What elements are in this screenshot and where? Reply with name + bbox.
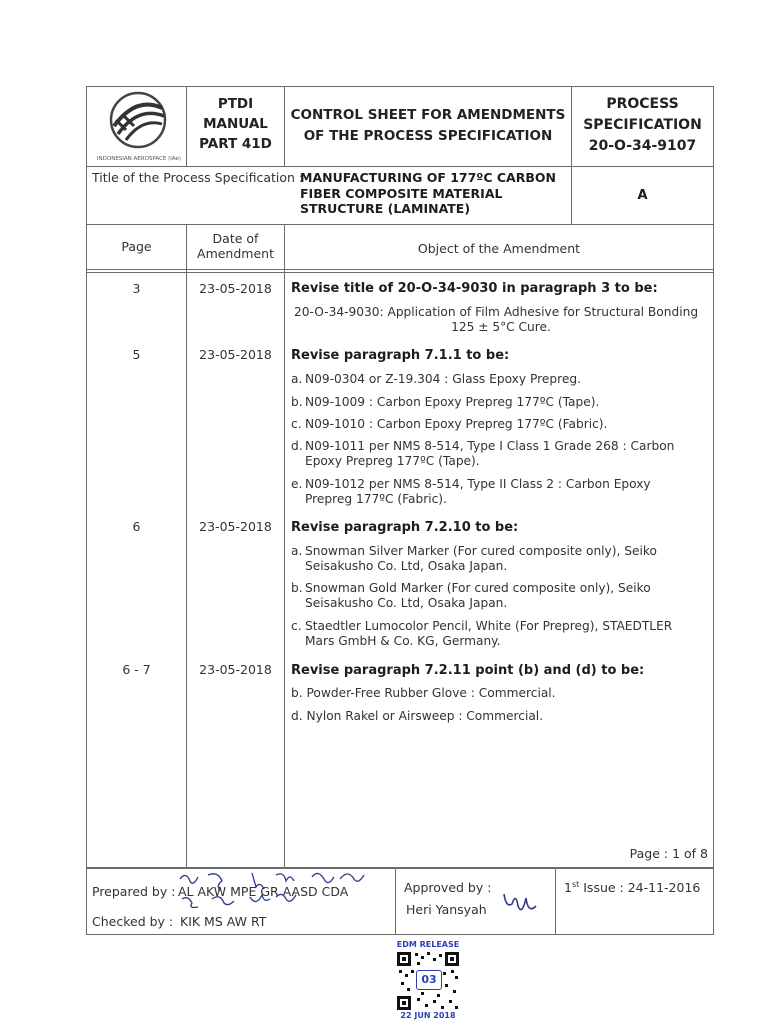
item-letter: e. [291, 477, 303, 491]
item-text: N09-1012 per NMS 8-514, Type II Class 2 : Carbon Epoxy [305, 477, 651, 491]
item-text: Staedtler Lumocolor Pencil, White (For Prepreg), STAEDTLER [305, 619, 673, 633]
col-header-page: Page [121, 239, 152, 254]
manual-line-1: PTDI [217, 96, 254, 112]
manual-label [187, 94, 284, 154]
stamp-top: EDM RELEASE [396, 940, 460, 949]
row-heading: Revise paragraph 7.2.10 to be: [291, 520, 519, 535]
list-item [291, 686, 709, 701]
item-letter: b. [291, 686, 303, 700]
item-text-cont: Prepreg 177ºC (Fabric). [305, 492, 447, 506]
control-sheet-line-1: CONTROL SHEET FOR AMENDMENTS [290, 107, 566, 123]
item-text-cont: Seisakusho Co. Ltd, Osaka Japan. [305, 559, 508, 573]
item-letter: a. [291, 544, 303, 558]
item-text: N09-1010 : Carbon Epoxy Prepreg 177ºC (Fabric). [305, 417, 608, 431]
process-title-line-1: MANUFACTURING OF 177ºC CARBON [300, 170, 556, 185]
row-date: 23-05-2018 [199, 347, 272, 362]
col-header-date [187, 231, 284, 261]
list-item [291, 544, 709, 574]
col-header-date-line-1: Date of [212, 231, 259, 246]
item-text: 20-O-34-9030: Application of Film Adhesive for Structural Bonding [294, 305, 699, 319]
control-sheet-line-2: OF THE PROCESS SPECIFICATION [303, 128, 553, 144]
logo-caption: INDONESIAN AEROSPACE (IAe) [96, 156, 182, 162]
issue-ordinal: st [571, 880, 580, 889]
issue-text: Issue : 24-11-2016 [579, 880, 701, 896]
list-item [291, 477, 709, 507]
row-date: 23-05-2018 [199, 281, 272, 296]
item-text: Snowman Silver Marker (For cured composite only), Seiko [305, 544, 657, 558]
item-text: N09-1009 : Carbon Epoxy Prepreg 177ºC (Tape). [305, 395, 600, 409]
item-text: N09-1011 per NMS 8-514, Type I Class 1 Grade 268 : Carbon [305, 439, 675, 453]
row-page: 3 [132, 281, 141, 296]
manual-line-3: PART 41D [199, 136, 272, 152]
list-item [291, 619, 709, 649]
item-letter: c. [291, 417, 302, 431]
col-header-date-line-2: Amendment [197, 246, 274, 261]
title-label: Title of the Process Specification : [92, 170, 304, 185]
item-letter: d. [291, 709, 303, 723]
revision-letter: A [637, 188, 648, 203]
spec-line-2: SPECIFICATION [583, 117, 702, 133]
row-heading: Revise paragraph 7.2.11 point (b) and (d) to be: [291, 663, 645, 678]
list-item [291, 439, 709, 469]
item-text: Snowman Gold Marker (For cured composite only), Seiko [305, 581, 651, 595]
row-heading: Revise paragraph 7.1.1 to be: [291, 348, 510, 363]
company-logo [96, 90, 182, 162]
list-item [291, 372, 709, 387]
list-item [291, 581, 709, 611]
edm-stamp [391, 940, 465, 1022]
item-text: Powder-Free Rubber Glove : Commercial. [306, 686, 556, 700]
item-text: Nylon Rakel or Airsweep : Commercial. [306, 709, 544, 723]
item-letter: b. [291, 395, 303, 409]
row-date: 23-05-2018 [199, 519, 272, 534]
item-letter: d. [291, 439, 303, 453]
approver-signature [500, 888, 544, 918]
row-page: 5 [132, 347, 141, 362]
ptdi-logo-icon [96, 90, 182, 150]
item-letter: c. [291, 619, 302, 633]
prepared-by-names: AL AKW MPE GR AASD CDA [178, 884, 349, 899]
row-date: 23-05-2018 [199, 662, 272, 677]
page-counter: Page : 1 of 8 [629, 846, 708, 861]
item-text-cont: Mars GmbH & Co. KG, Germany. [305, 634, 501, 648]
item-letter: b. [291, 581, 303, 595]
issue-date [564, 880, 700, 895]
item-text-cont: Seisakusho Co. Ltd, Osaka Japan. [305, 596, 508, 610]
row-page: 6 - 7 [122, 662, 151, 677]
process-title-line-3: STRUCTURE (LAMINATE) [300, 201, 471, 216]
list-item [291, 709, 709, 724]
item-text: N09-0304 or Z-19.304 : Glass Epoxy Prepreg. [305, 372, 581, 386]
list-item [291, 395, 709, 410]
process-title-line-2: FIBER COMPOSITE MATERIAL [300, 185, 503, 201]
item-letter: a. [291, 372, 303, 386]
manual-line-2: MANUAL [203, 116, 268, 132]
stamp-number: 03 [416, 970, 442, 990]
control-sheet-title [285, 105, 571, 147]
spec-number [572, 94, 713, 157]
approved-by-name: Heri Yansyah [406, 902, 487, 917]
row-heading: Revise title of 20-O-34-9030 in paragraph 3 to be: [291, 281, 658, 296]
spec-line-1: PROCESS [606, 96, 679, 112]
col-header-object: Object of the Amendment [417, 241, 581, 256]
row-page: 6 [132, 519, 141, 534]
checked-by-names: KIK MS AW RT [180, 914, 267, 929]
prepared-by-label: Prepared by : [92, 884, 176, 899]
item-text-cont: Epoxy Prepreg 177ºC (Tape). [305, 454, 480, 468]
spec-line-3: 20-O-34-9107 [588, 138, 697, 154]
list-item [291, 417, 709, 432]
approved-by-label: Approved by : [404, 880, 492, 895]
item-text-cont: 125 ± 5°C Cure. [451, 320, 551, 334]
issue-number: 1 [564, 880, 572, 896]
list-item [294, 305, 708, 335]
process-title [300, 170, 556, 217]
stamp-date: 22 JUN 2018 [400, 1011, 456, 1020]
checked-by-label: Checked by : [92, 914, 174, 929]
